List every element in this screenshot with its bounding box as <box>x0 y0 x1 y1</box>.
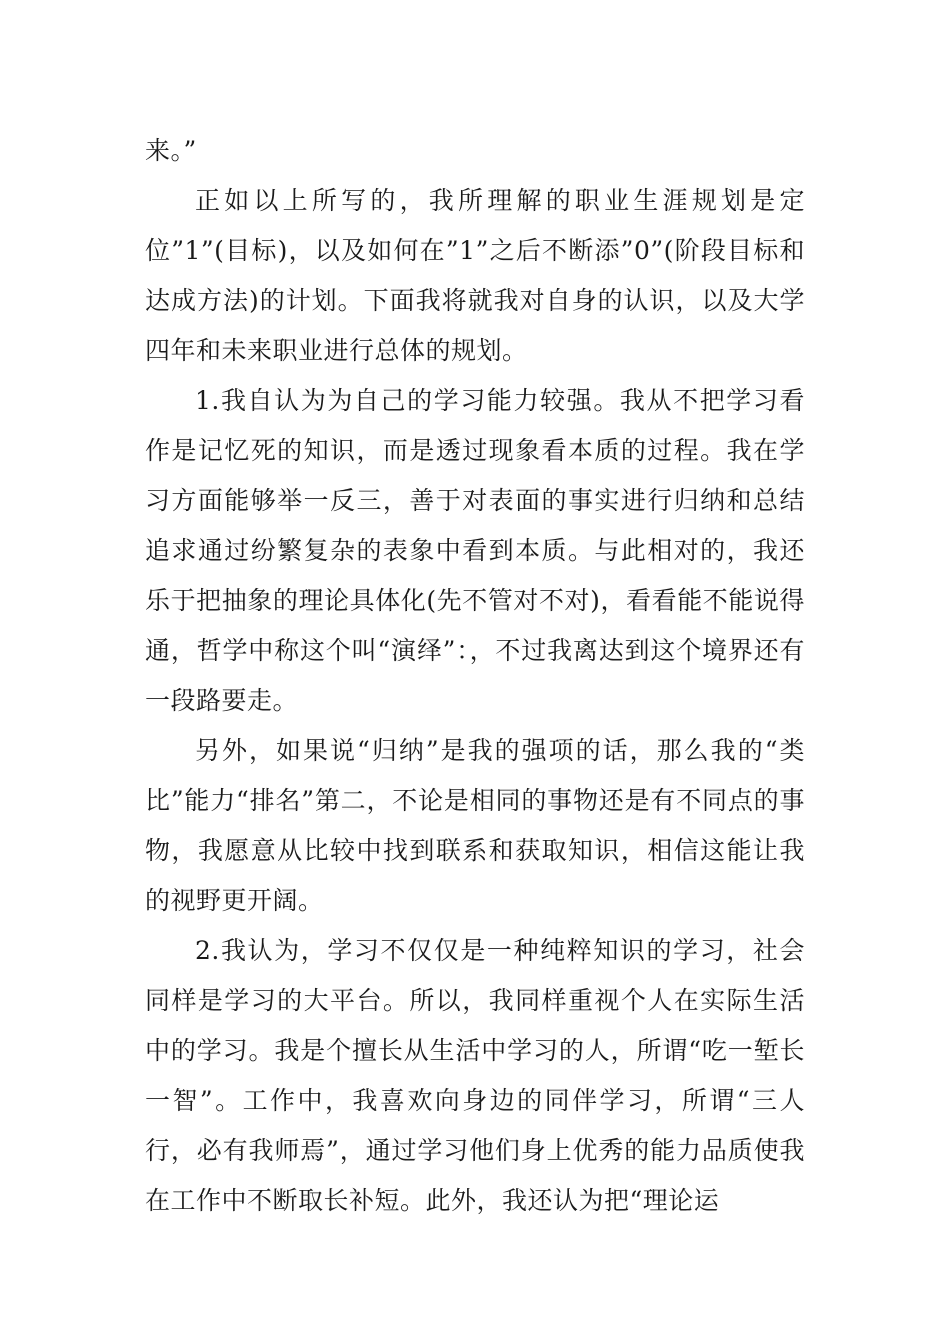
paragraph-career-planning-definition: 正如以上所写的，我所理解的职业生涯规划是定位”1”(目标)，以及如何在”1”之后不断添”0”(阶段目标和达成方法)的计划。下面我将就我对自身的认识，以及大学四年和未来职业进行总体的规划。 <box>145 186 805 365</box>
paragraph-social-learning: 2.我认为，学习不仅仅是一种纯粹知识的学习，社会同样是学习的大平台。所以，我同样重视个人在实际生活中的学习。我是个擅长从生活中学习的人，所谓“吃一堑长一智”。工作中，我喜欢向身边的同伴学习，所谓“三人行，必有我师焉”，通过学习他们身上优秀的能力品质使我在工作中不断取长补短。此外，我还认为把“理论运 <box>145 936 805 1215</box>
paragraph-learning-ability: 1.我自认为为自己的学习能力较强。我从不把学习看作是记忆死的知识，而是透过现象看本质的过程。我在学习方面能够举一反三，善于对表面的事实进行归纳和总结追求通过纷繁复杂的表象中看到本质。与此相对的，我还乐于把抽象的理论具体化(先不管对不对)，看看能不能说得通，哲学中称这个叫“演绎”：，不过我离达到这个境界还有一段路要走。 <box>145 386 805 715</box>
paragraph-continuation: 来。” <box>145 136 197 165</box>
document-body <box>145 126 805 1226</box>
paragraph-analogy-ability: 另外，如果说“归纳”是我的强项的话，那么我的“类比”能力“排名”第二，不论是相同的事物还是有不同点的事物，我愿意从比较中找到联系和获取知识，相信这能让我的视野更开阔。 <box>145 736 805 915</box>
